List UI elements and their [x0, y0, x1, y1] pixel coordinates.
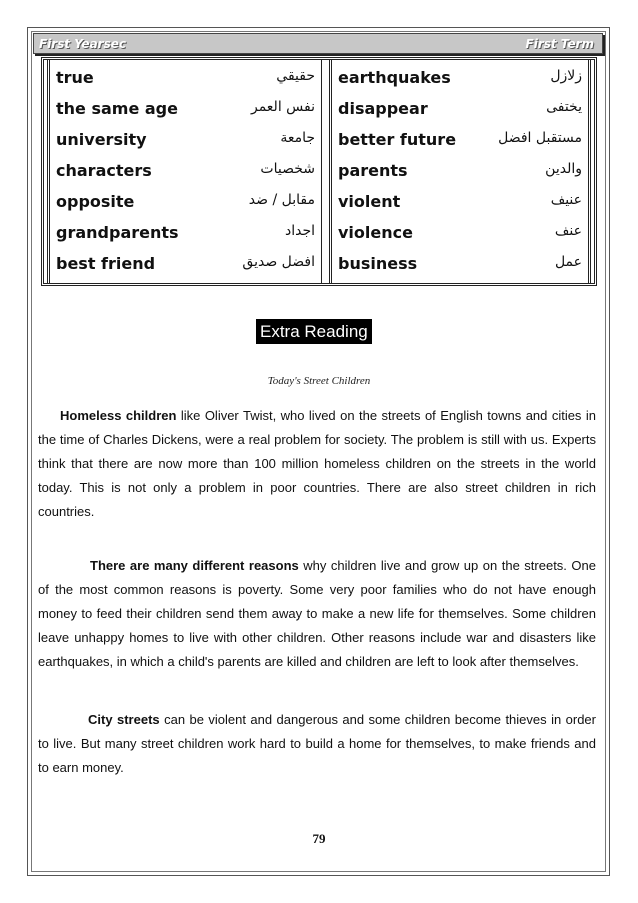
vocab-row: [332, 124, 588, 155]
paragraph-1: [38, 404, 596, 524]
paragraph-text: like Oliver Twist, who lived on the streets of English towns and cities in the time of Charles Dickens, were a real problem for society. The problem is still with us. Experts think that there are now more than 100 million homeless children on the streets in the world today. This is not only a problem in poor countries. There are also street children in rich countries.: [38, 408, 596, 519]
paragraph-text: why children live and grow up on the streets. One of the most common reasons is poverty. Some very poor families who do not have enough money to feed their children send them away to make a new life for themselves. Some children leave unhappy homes to live with other children. Other reasons include war and disasters like earthquakes, in which a child's parents are killed and children are left to look after themselves.: [38, 558, 596, 669]
vocab-arabic: نفس العمر: [250, 99, 315, 115]
vocab-row: [332, 248, 588, 279]
vocab-english: disappear: [338, 99, 428, 118]
vocab-english: earthquakes: [338, 68, 451, 87]
vocab-row: [50, 186, 321, 217]
page-number: 79: [312, 831, 326, 846]
vocab-english: opposite: [56, 192, 135, 211]
vocab-row: [332, 93, 588, 124]
vocabulary-table: [41, 57, 597, 286]
vocab-row: [332, 186, 588, 217]
vocab-row: [50, 124, 321, 155]
vocab-english: parents: [338, 161, 408, 180]
vocab-arabic: عنيف: [550, 192, 582, 208]
vocab-row: [332, 217, 588, 248]
vocab-arabic: عمل: [554, 254, 582, 270]
vocab-arabic: زلازل: [550, 68, 582, 84]
vocab-row: [50, 248, 321, 279]
vocab-english: characters: [56, 161, 152, 180]
vocab-english: best friend: [56, 254, 156, 273]
vocab-english: university: [56, 130, 147, 149]
paragraph-lead: Homeless children: [60, 408, 177, 423]
vocabulary-column-right: [329, 60, 591, 283]
header-bar: [33, 33, 603, 54]
story-title: Today's Street Children: [267, 375, 371, 387]
header-year-label: First Yearsec: [39, 37, 126, 51]
vocab-english: the same age: [56, 99, 178, 118]
paragraph-3: [38, 708, 596, 780]
vocab-arabic: مقابل / ضد: [248, 192, 315, 208]
vocab-arabic: مستقبل افضل: [498, 130, 582, 146]
vocab-row: [332, 62, 588, 93]
vocab-arabic: حقيقي: [276, 68, 315, 84]
vocab-english: grandparents: [56, 223, 179, 242]
vocab-english: better future: [338, 130, 457, 149]
vocab-row: [50, 62, 321, 93]
vocab-english: violence: [338, 223, 413, 242]
vocab-arabic: يختفى: [546, 99, 582, 115]
vocabulary-column-left: [47, 60, 322, 283]
extra-reading-heading: Extra Reading: [256, 319, 372, 344]
vocab-row: [50, 93, 321, 124]
paragraph-lead: There are many different reasons: [90, 558, 299, 573]
vocab-english: true: [56, 68, 94, 87]
vocab-row: [50, 155, 321, 186]
vocab-arabic: والدين: [545, 161, 582, 177]
vocab-english: business: [338, 254, 418, 273]
vocab-english: violent: [338, 192, 401, 211]
vocab-arabic: افضل صديق: [242, 254, 315, 270]
vocab-row: [332, 155, 588, 186]
vocab-row: [50, 217, 321, 248]
header-term-label: First Term: [525, 37, 594, 51]
paragraph-text: can be violent and dangerous and some children become thieves in order to live. But many street children work hard to build a home for themselves, to make friends and to earn money.: [38, 712, 596, 775]
paragraph-2: [38, 554, 596, 674]
vocab-arabic: عنف: [554, 223, 582, 239]
vocab-arabic: جامعة: [280, 130, 315, 146]
vocab-arabic: شخصيات: [260, 161, 315, 177]
paragraph-lead: City streets: [88, 712, 160, 727]
vocab-arabic: اجداد: [284, 223, 315, 239]
